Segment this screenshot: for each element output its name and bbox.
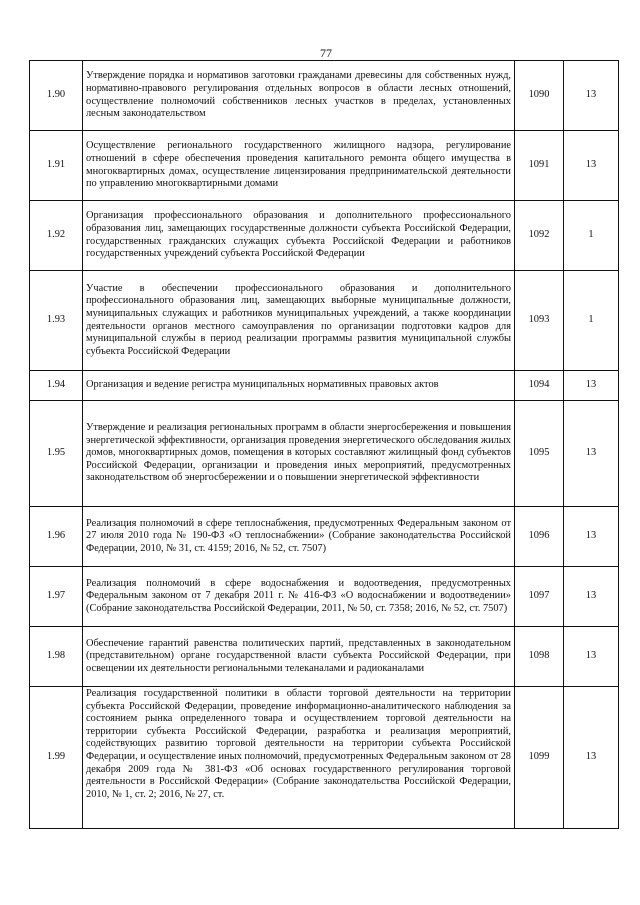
row-value: 13 bbox=[564, 687, 619, 829]
table-row bbox=[30, 201, 619, 271]
row-value: 13 bbox=[564, 61, 619, 131]
row-code: 1092 bbox=[515, 201, 564, 271]
row-code: 1093 bbox=[515, 271, 564, 371]
row-description: Утверждение и реализация региональных программ в области энергосбережения и повышения энергетической эффективности, организация проведения энергетического обследования жилых домов, многоквартирных домов, помещения в которых составляют жилищный фонд субъектов Российской Федерации, организации и проведения иных мероприятий, предусмотренных законодательством об энергосбережении и о повышении энергетической эффективности bbox=[83, 401, 515, 507]
row-code: 1095 bbox=[515, 401, 564, 507]
row-description: Реализация государственной политики в области торговой деятельности на территории субъекта Российской Федерации, проведение информационно-аналитического наблюдения за состоянием рынка определенного товара и осуществлением торговой деятельности на территории субъекта Российской Федерации, разработка и реализация мероприятий, содействующих развитию торговой деятельности на территории субъекта Российской Федерации, и осуществление иных полномочий, предусмотренных Федеральным законом от 28 декабря 2009 года № 381-ФЗ «Об основах государственного регулирования торговой деятельности в Российской Федерации» (Собрание законодательства Российской Федерации, 2010, № 1, ст. 2; 2016, № 27, ст. bbox=[83, 687, 515, 829]
row-number: 1.93 bbox=[30, 271, 83, 371]
row-number: 1.90 bbox=[30, 61, 83, 131]
powers-table bbox=[29, 60, 619, 829]
row-description: Осуществление регионального государственного жилищного надзора, регулирование отношений в сфере обеспечения проведения капитального ремонта общего имущества в многоквартирных домах, осуществление лицензирования предпринимательской деятельности по управлению многоквартирными домами bbox=[83, 131, 515, 201]
table-row bbox=[30, 61, 619, 131]
row-value: 13 bbox=[564, 401, 619, 507]
row-value: 13 bbox=[564, 567, 619, 627]
row-number: 1.98 bbox=[30, 627, 83, 687]
table-row bbox=[30, 271, 619, 371]
row-description: Реализация полномочий в сфере водоснабжения и водоотведения, предусмотренных Федеральным законом от 7 декабря 2011 г. № 416-ФЗ «О водоснабжении и водоотведении» (Собрание законодательства Российской Федерации, 2011, № 50, ст. 7358; 2016, № 52, ст. 7507) bbox=[83, 567, 515, 627]
table-row bbox=[30, 131, 619, 201]
row-value: 13 bbox=[564, 131, 619, 201]
row-value: 13 bbox=[564, 507, 619, 567]
table-body bbox=[30, 61, 619, 829]
table-row bbox=[30, 401, 619, 507]
page-number: 77 bbox=[320, 46, 332, 60]
row-description: Утверждение порядка и нормативов заготовки гражданами древесины для собственных нужд, нормативно-правового регулирования отдельных вопросов в области лесных отношений, осуществление полномочий собственников лесных участков в пределах, установленных лесным законодательством bbox=[83, 61, 515, 131]
row-description: Организация и ведение регистра муниципальных нормативных правовых актов bbox=[83, 371, 515, 401]
row-number: 1.97 bbox=[30, 567, 83, 627]
row-description: Обеспечение гарантий равенства политических партий, представленных в законодательном (представительном) органе государственной власти субъекта Российской Федерации, при освещении их деятельности региональными телеканалами и радиоканалами bbox=[83, 627, 515, 687]
row-number: 1.99 bbox=[30, 687, 83, 829]
row-number: 1.94 bbox=[30, 371, 83, 401]
table-row bbox=[30, 371, 619, 401]
row-value: 1 bbox=[564, 271, 619, 371]
row-value: 13 bbox=[564, 627, 619, 687]
row-code: 1096 bbox=[515, 507, 564, 567]
row-description: Организация профессионального образования и дополнительного профессионального образования лиц, замещающих государственные должности субъекта Российской Федерации, государственных гражданских служащих субъекта Российской Федерации и работников государственных учреждений субъекта Российской Федерации bbox=[83, 201, 515, 271]
table-row bbox=[30, 507, 619, 567]
table-row bbox=[30, 567, 619, 627]
row-number: 1.95 bbox=[30, 401, 83, 507]
row-number: 1.96 bbox=[30, 507, 83, 567]
row-code: 1097 bbox=[515, 567, 564, 627]
row-code: 1098 bbox=[515, 627, 564, 687]
row-number: 1.91 bbox=[30, 131, 83, 201]
table-row bbox=[30, 687, 619, 829]
table-row bbox=[30, 627, 619, 687]
row-description: Реализация полномочий в сфере теплоснабжения, предусмотренных Федеральным законом от 27 июля 2010 года № 190-ФЗ «О теплоснабжении» (Собрание законодательства Российской Федерации, 2010, № 31, ст. 4159; 2016, № 52, ст. 7507) bbox=[83, 507, 515, 567]
row-code: 1099 bbox=[515, 687, 564, 829]
row-code: 1091 bbox=[515, 131, 564, 201]
row-code: 1094 bbox=[515, 371, 564, 401]
row-code: 1090 bbox=[515, 61, 564, 131]
row-description: Участие в обеспечении профессионального образования и дополнительного профессионального образования лиц, замещающих выборные муниципальные должности, муниципальных служащих и работников муниципальных учреждений, а также координации деятельности органов местного самоуправления по организации подготовки кадров для муниципальной службы в период реализации программы развития муниципальной службы субъекта Российской Федерации bbox=[83, 271, 515, 371]
row-number: 1.92 bbox=[30, 201, 83, 271]
row-value: 1 bbox=[564, 201, 619, 271]
row-value: 13 bbox=[564, 371, 619, 401]
